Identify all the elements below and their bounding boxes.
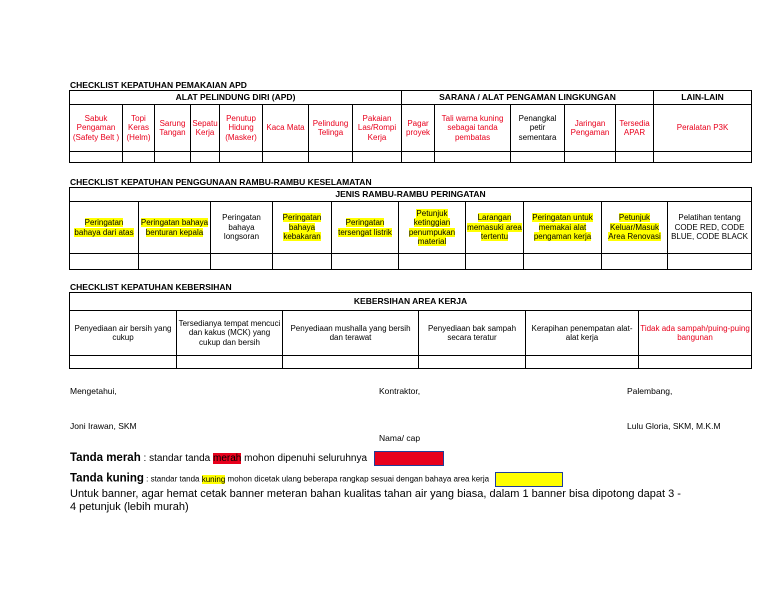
rambu-item-keluar-masuk: Petunjuk Keluar/Masuk Area Renovasi [602, 202, 668, 254]
rambu-section-title: CHECKLIST KEPATUHAN PENGGUNAAN RAMBU-RAMBU KESELAMATAN [70, 177, 372, 187]
lain-lain-header: LAIN-LAIN [654, 91, 752, 105]
apd-item-topi: Topi Keras (Helm) [123, 105, 155, 152]
apd-item-sabuk: Sabuk Pengaman (Safety Belt ) [70, 105, 123, 152]
sarana-item-pagar: Pagar proyek [402, 105, 435, 152]
rambu-item-pelatihan: Pelatihan tentang CODE RED, CODE BLUE, CODE BLACK [668, 202, 752, 254]
sarana-item-apar: Tersedia APAR [616, 105, 654, 152]
note-banner: Untuk banner, agar hemat cetak banner meteran bahan kualitas tahan air yang biasa, dalam 1 banner bisa dipotong dapat 3 - 4 petunjuk (lebih murah) [70, 488, 681, 513]
rambu-item-larangan: Larangan memasuki area tertentu [466, 202, 524, 254]
kontraktor-label: Kontraktor, [379, 386, 421, 396]
rambu-table [69, 187, 752, 270]
rambu-item-alat-pengaman: Peringatan untuk memakai alat pengaman kerja [524, 202, 602, 254]
kebersihan-group-header: KEBERSIHAN AREA KERJA [70, 293, 752, 311]
apd-group-header: ALAT PELINDUNG DIRI (APD) [70, 91, 402, 105]
signer-right-name: Lulu Gloria, SKM, M.K.M [627, 421, 721, 431]
rambu-item-bahaya-atas: Peringatan bahaya dari atas [70, 202, 139, 254]
mengetahui-label: Mengetahui, [70, 386, 117, 396]
kebersihan-section-title: CHECKLIST KEPATUHAN KEBERSIHAN [70, 282, 232, 292]
lain-item-p3k: Peralatan P3K [654, 105, 752, 152]
red-swatch [374, 451, 444, 466]
note-merah-label: Tanda merah [70, 452, 141, 465]
note-merah-post: mohon dipenuhi seluruhnya [241, 453, 368, 465]
note-kuning-label: Tanda kuning [70, 472, 144, 485]
rambu-check-row[interactable] [70, 254, 752, 270]
yellow-swatch [495, 472, 563, 487]
kebersihan-item-air-bersih: Penyediaan air bersih yang cukup [70, 311, 177, 356]
note-kuning-word: kuning [201, 474, 226, 484]
note-merah [70, 451, 444, 466]
kebersihan-table [69, 292, 752, 369]
rambu-item-kebakaran: Peringatan bahaya kebakaran [273, 202, 332, 254]
rambu-group-header: JENIS RAMBU-RAMBU PERINGATAN [70, 188, 752, 202]
kebersihan-item-mushalla: Penyediaan mushalla yang bersih dan terawat [283, 311, 419, 356]
note-kuning-pre: : standar tanda [143, 474, 202, 484]
sarana-item-penangkal: Penangkal petir sementara [511, 105, 565, 152]
apd-item-pakaian: Pakaian Las/Rompi Kerja [353, 105, 402, 152]
note-kuning [70, 472, 563, 487]
kebersihan-item-mck: Tersedianya tempat mencuci dan kakus (MCK) yang cukup dan bersih [177, 311, 283, 356]
kebersihan-item-bak-sampah: Penyediaan bak sampah secara teratur [419, 311, 526, 356]
sarana-group-header: SARANA / ALAT PENGAMAN LINGKUNGAN [402, 91, 654, 105]
signer-left-name: Joni Irawan, SKM [70, 421, 137, 431]
note-merah-word: merah [213, 453, 242, 465]
apd-item-sarung-tangan: Sarung Tangan [155, 105, 191, 152]
nama-cap-label: Nama/ cap [379, 433, 421, 443]
apd-item-masker: Penutup Hidung (Masker) [220, 105, 263, 152]
apd-item-pelindung-telinga: Pelindung Telinga [309, 105, 353, 152]
kebersihan-check-row[interactable] [70, 356, 752, 369]
rambu-item-ketinggian: Petunjuk ketinggian penumpukan material [399, 202, 466, 254]
rambu-item-benturan-kepala: Peringatan bahaya benturan kepala [139, 202, 211, 254]
apd-table [69, 90, 752, 163]
palembang-label: Palembang, [627, 386, 673, 396]
note-kuning-post: mohon dicetak ulang beberapa rangkap sesuai dengan bahaya area kerja [225, 474, 490, 484]
sarana-item-tali: Tali warna kuning sebagai tanda pembatas [435, 105, 511, 152]
rambu-item-longsoran: Peringatan bahaya longsoran [211, 202, 273, 254]
sarana-item-jaringan: Jaringan Pengaman [565, 105, 616, 152]
apd-section-title: CHECKLIST KEPATUHAN PEMAKAIAN APD [70, 80, 247, 90]
apd-item-sepatu: Sepatu Kerja [191, 105, 220, 152]
note-merah-pre: : standar tanda [140, 453, 214, 465]
apd-item-kaca-mata: Kaca Mata [263, 105, 309, 152]
kebersihan-item-sampah: Tidak ada sampah/puing-puing bangunan [639, 311, 752, 356]
kebersihan-item-kerapihan: Kerapihan penempatan alat-alat kerja [526, 311, 639, 356]
rambu-item-listrik: Peringatan tersengat listrik [332, 202, 399, 254]
apd-check-row[interactable] [70, 152, 752, 163]
